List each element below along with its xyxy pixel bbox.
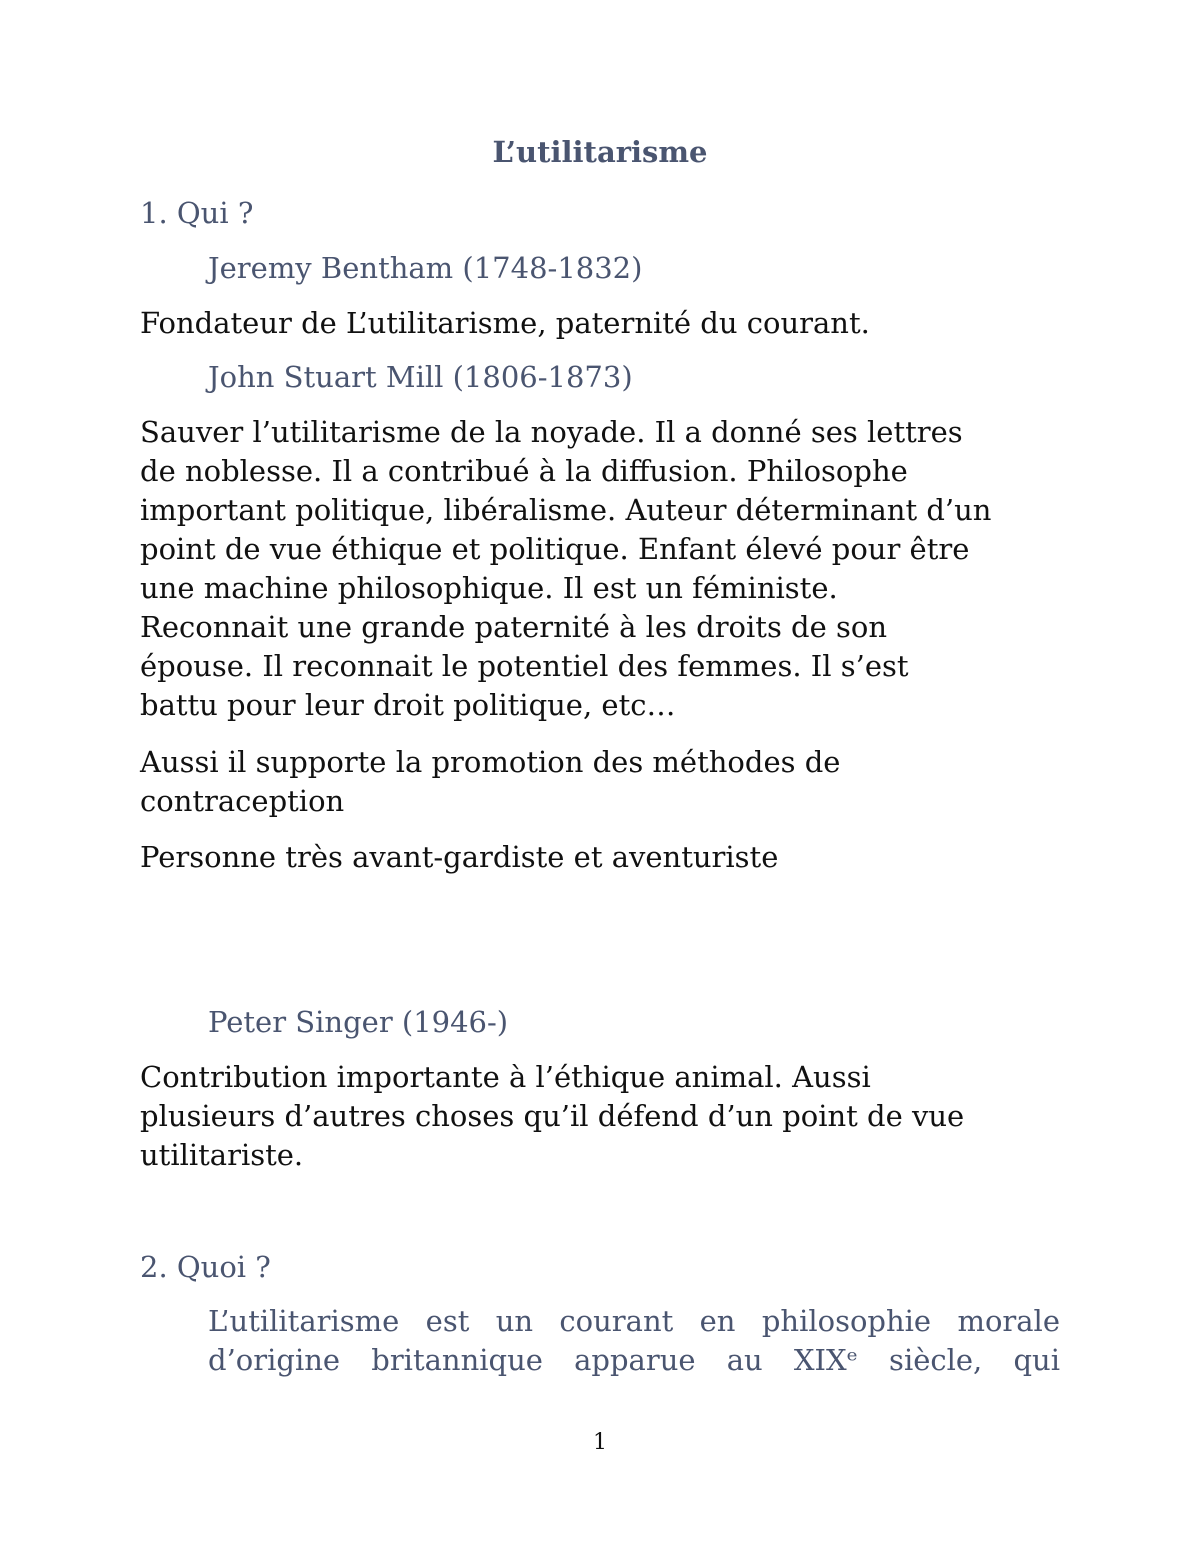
mill-contraception-line: Aussi il supporte la promotion des méthodes de	[140, 745, 841, 779]
mill-description-line: de noblesse. Il a contribué à la diffusion. Philosophe	[140, 454, 908, 488]
singer-description-line: utilitariste.	[140, 1138, 304, 1172]
singer-description	[140, 1058, 1065, 1175]
quoi-definition-line-1: L’utilitarisme est un courant en philosophie morale	[208, 1304, 1060, 1338]
singer-description-line: plusieurs d’autres choses qu’il défend d’un point de vue	[140, 1099, 965, 1133]
singer-description-line: Contribution importante à l’éthique animal. Aussi	[140, 1060, 871, 1094]
mill-description-line: battu pour leur droit politique, etc…	[140, 688, 676, 722]
section-heading-qui: 1. Qui ?	[140, 196, 254, 230]
person-name-bentham: Jeremy Bentham (1748-1832)	[208, 251, 643, 285]
mill-description-line: Sauver l’utilitarisme de la noyade. Il a donné ses lettres	[140, 415, 963, 449]
page-number: 1	[593, 1430, 607, 1455]
person-name-mill: John Stuart Mill (1806-1873)	[208, 360, 633, 394]
quoi-definition-line-2: d’origine britannique apparue au XIXᵉ siècle, qui	[208, 1343, 1060, 1377]
mill-description-line: point de vue éthique et politique. Enfant élevé pour être	[140, 532, 970, 566]
document-title: L’utilitarisme	[492, 135, 708, 169]
mill-summary: Personne très avant-gardiste et aventuriste	[140, 840, 779, 874]
mill-description-line: Reconnait une grande paternité à les droits de son	[140, 610, 888, 644]
section-heading-quoi: 2. Quoi ?	[140, 1250, 271, 1284]
mill-description	[140, 413, 1065, 725]
mill-description-line: une machine philosophique. Il est un féministe.	[140, 571, 838, 605]
mill-contraception	[140, 743, 1065, 821]
mill-description-line: épouse. Il reconnait le potentiel des femmes. Il s’est	[140, 649, 909, 683]
mill-contraception-line: contraception	[140, 784, 345, 818]
mill-description-line: important politique, libéralisme. Auteur déterminant d’un	[140, 493, 992, 527]
person-name-singer: Peter Singer (1946-)	[208, 1005, 509, 1039]
bentham-description: Fondateur de L’utilitarisme, paternité du courant.	[140, 306, 870, 340]
